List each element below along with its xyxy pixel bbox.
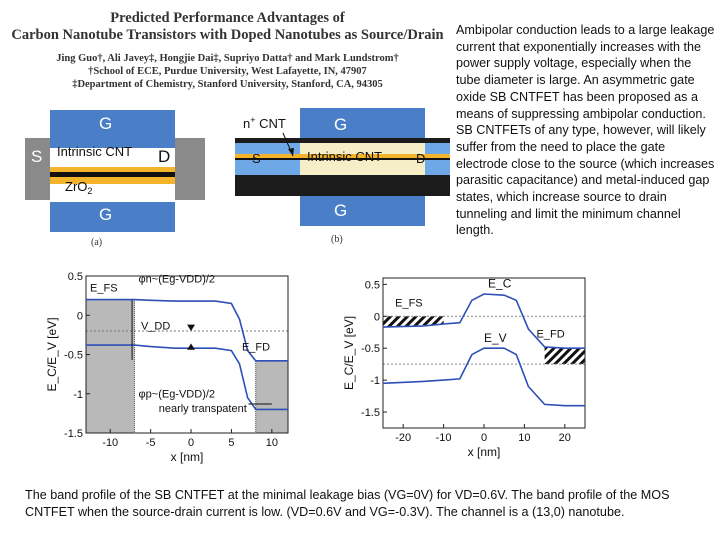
author-list: Jing Guo†, Ali Javey‡, Hongjie Dai‡, Supriyo Datta† and Mark Lundstrom† <box>56 53 399 64</box>
drain-fill <box>256 361 288 433</box>
phi-n-label: φn~(Eg-VDD)/2 <box>138 273 216 286</box>
side-text: Ambipolar conduction leads to a large leakage current that exponentially increases with the power supply voltage, especially when the tube diameter is large. An asymmetric gate oxide SB CNTFET has been proposed as a means of suppressing ambipolar conduction. SB CNTFETs of any type, however, will likely suffer from the need to place the gate electrode close to the source (which increases parasitic capacitance) and metal-induced gap states, which increase source to drain tunneling and limit the minimum channel length. <box>456 23 715 238</box>
plot-background <box>335 268 593 466</box>
ev-label: E_V <box>484 330 507 345</box>
y-tick-label: 0 <box>76 310 83 323</box>
device-a-caption: (a) <box>91 237 103 248</box>
band-plot-mos <box>335 268 593 466</box>
oxide-name: ZrO <box>65 179 88 194</box>
ncnt-n: n <box>243 116 251 131</box>
x-tick-label: 5 <box>228 437 235 449</box>
efd-label: E_FD <box>241 341 271 354</box>
ec-label: E_C <box>488 276 512 291</box>
y-tick-label: -1 <box>370 375 380 388</box>
efs-label: E_FS <box>395 297 423 310</box>
band-plot-sb <box>45 268 310 468</box>
source-fill <box>86 300 134 433</box>
x-tick-label: -5 <box>145 437 156 449</box>
x-tick-label: -10 <box>102 437 119 449</box>
oxide-top-a <box>50 167 175 172</box>
gate-bottom-b <box>300 196 425 226</box>
channel-label-a: Intrinsic CNT <box>57 144 133 159</box>
oxide-subscript: 2 <box>87 186 93 196</box>
x-tick-label: 0 <box>187 437 195 449</box>
source-label-b: S <box>252 151 261 166</box>
ncnt-tail: CNT <box>255 116 286 131</box>
transparent-label: nearly transpatent <box>158 402 247 415</box>
ncnt-label-b <box>243 115 286 131</box>
x-tick-label: 10 <box>518 432 531 444</box>
paper-title <box>0 10 455 44</box>
y-axis-label: E_C/E_V [eV] <box>342 315 356 391</box>
paper-authors <box>0 52 455 91</box>
y-tick-label: -1.5 <box>64 428 83 440</box>
vdd-label: V_DD <box>140 320 171 333</box>
y-tick-label: 0.5 <box>364 279 380 292</box>
device-a-diagram <box>25 110 210 250</box>
figure-caption: The band profile of the SB CNTFET at the minimal leakage bias (VG=0V) for VD=0.6V. The band profile of the MOS CNTFET when the source-drain current is low. (VD=0.6V and VG=-0.3V). The channel is a (13,0) nanotube. <box>25 488 670 519</box>
ncnt-sup: + <box>250 115 256 125</box>
gate-label-bottom-a: G <box>99 205 113 224</box>
efs-label: E_FS <box>90 282 118 295</box>
x-tick-label: 0 <box>480 432 488 444</box>
x-axis-label: x [nm] <box>170 450 204 464</box>
x-tick-label: 10 <box>265 437 278 449</box>
channel-label-b: Intrinsic CNT <box>307 149 383 164</box>
paper-title-line: Predicted Performance Advantages of <box>110 10 345 26</box>
drain-contact-a <box>175 138 205 200</box>
gate-label-bottom-b: G <box>334 201 348 220</box>
y-tick-label: -1 <box>73 388 83 401</box>
gate-top-b <box>300 108 425 138</box>
y-tick-label: -0.5 <box>361 343 380 356</box>
x-tick-label: -10 <box>435 432 452 444</box>
affiliation-purdue: †School of ECE, Purdue University, West Lafayette, IN, 47907 <box>88 66 367 77</box>
y-tick-label: -1.5 <box>361 407 380 420</box>
x-tick-label: 20 <box>558 432 571 444</box>
gate-bottom-a <box>50 202 175 232</box>
drain-label-b: D <box>416 151 426 166</box>
gate-label-top-b: G <box>334 115 348 134</box>
drain-label-a: D <box>158 147 171 166</box>
efd-label: E_FD <box>536 328 565 341</box>
y-tick-label: -0.5 <box>64 349 83 362</box>
source-label-a: S <box>31 147 43 166</box>
y-tick-label: 0.5 <box>67 271 83 283</box>
y-axis-label: E_C/E_V [eV] <box>45 317 59 392</box>
device-b-diagram <box>235 108 450 250</box>
x-tick-label: -20 <box>395 432 412 444</box>
paper-title-line: Carbon Nanotube Transistors with Doped Nanotubes as Source/Drain <box>11 27 444 43</box>
gate-label-top-a: G <box>99 114 113 133</box>
y-tick-label: 0 <box>373 311 380 324</box>
drain-hatch <box>545 347 585 364</box>
device-b-caption: (b) <box>331 234 343 245</box>
phi-p-label: φp~(Eg-VDD)/2 <box>138 388 216 401</box>
gate-top-a <box>50 110 175 148</box>
x-axis-label: x [nm] <box>467 445 501 459</box>
affiliation-stanford: ‡Department of Chemistry, Stanford University, Stanford, CA, 94305 <box>72 79 383 90</box>
nanotube-a <box>50 172 175 177</box>
